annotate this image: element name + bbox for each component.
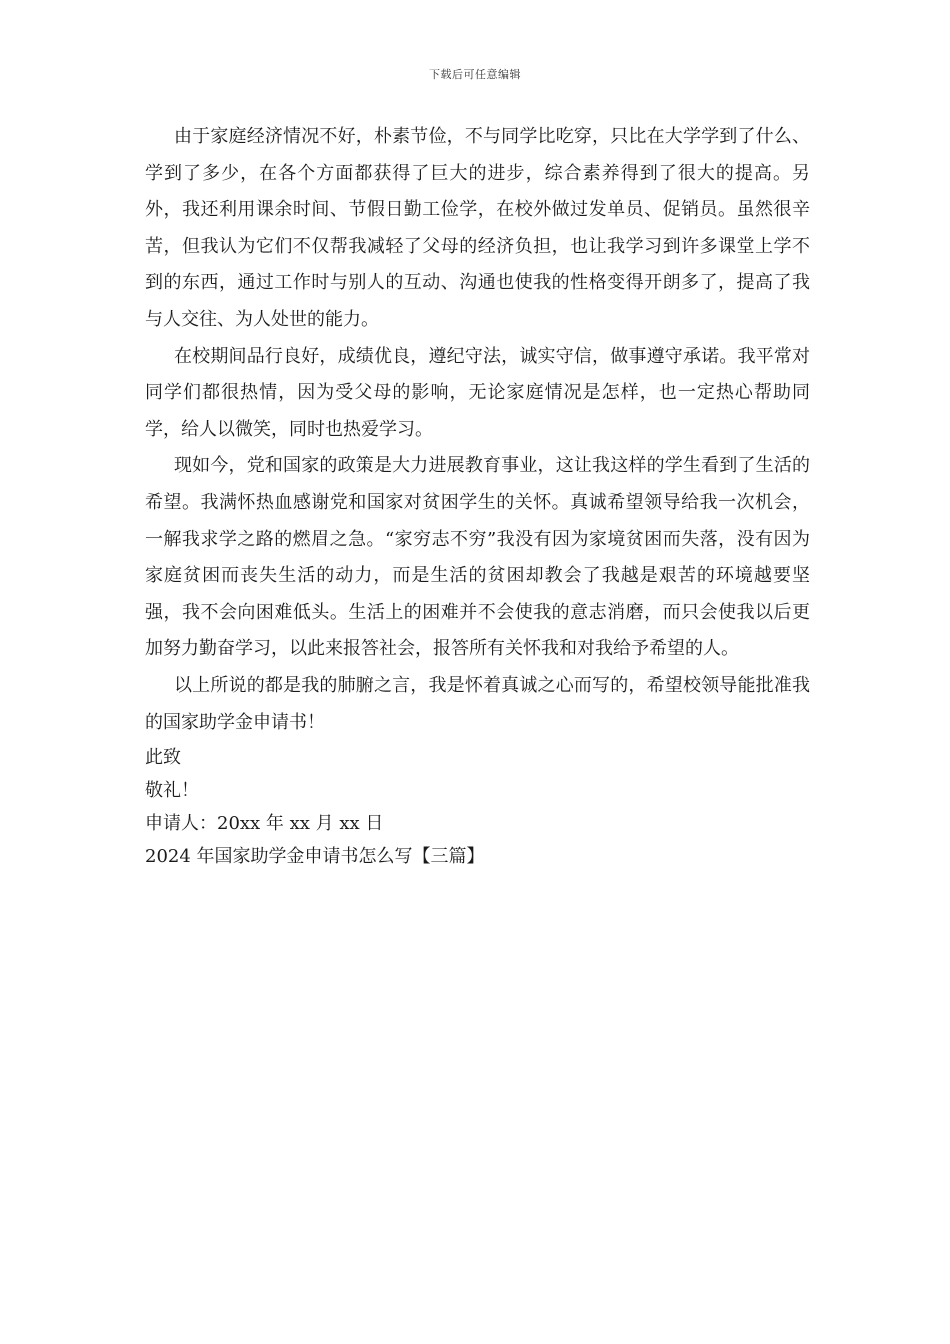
paragraph: 在校期间品行良好，成绩优良，遵纪守法，诚实守信，做事遵守承诺。我平常对同学们都很热情，因为受父母的影响，无论家庭情况是怎样，也一定热心帮助同学，给人以微笑，同时也热爱学习。 [145,345,810,440]
paragraph: 现如今，党和国家的政策是大力进展教育事业，这让我这样的学生看到了生活的希望。我满怀热血感谢党和国家对贫困学生的关怀。真诚希望领导给我一次机会，一解我求学之路的燃眉之急。“家穷志不穷”我没有因为家境贫困而失落，没有因为家庭贫困而丧失生活的动力，而是生活的贫困却教会了我越是艰苦的环境越要坚强，我不会向困难低头。生活上的困难并不会使我的意志消磨，而只会使我以后更加努力勤奋学习，以此来报答社会，报答所有关怀我和对我给予希望的人。 [145,455,810,660]
next-section-title: 2024 年国家助学金申请书怎么写【三篇】 [145,846,485,868]
document-body [145,119,810,873]
closing-regards: 敬礼！ [145,780,199,802]
signature-line: 申请人：20xx 年 xx 月 xx 日 [145,813,384,835]
page-header: 下载后可任意编辑 [429,68,521,81]
paragraph: 以上所说的都是我的肺腑之言，我是怀着真诚之心而写的，希望校领导能批准我的国家助学金申请书！ [145,674,810,733]
paragraph: 由于家庭经济情况不好，朴素节俭，不与同学比吃穿，只比在大学学到了什么、学到了多少，在各个方面都获得了巨大的进步，综合素养得到了很大的提高。另外，我还利用课余时间、节假日勤工俭学，在校外做过发单员、促销员。虽然很辛苦，但我认为它们不仅帮我减轻了父母的经济负担，也让我学习到许多课堂上学不到的东西，通过工作时与别人的互动、沟通也使我的性格变得开朗多了，提高了我与人交往、为人处世的能力。 [145,126,810,330]
closing-salutation: 此致 [145,747,181,769]
